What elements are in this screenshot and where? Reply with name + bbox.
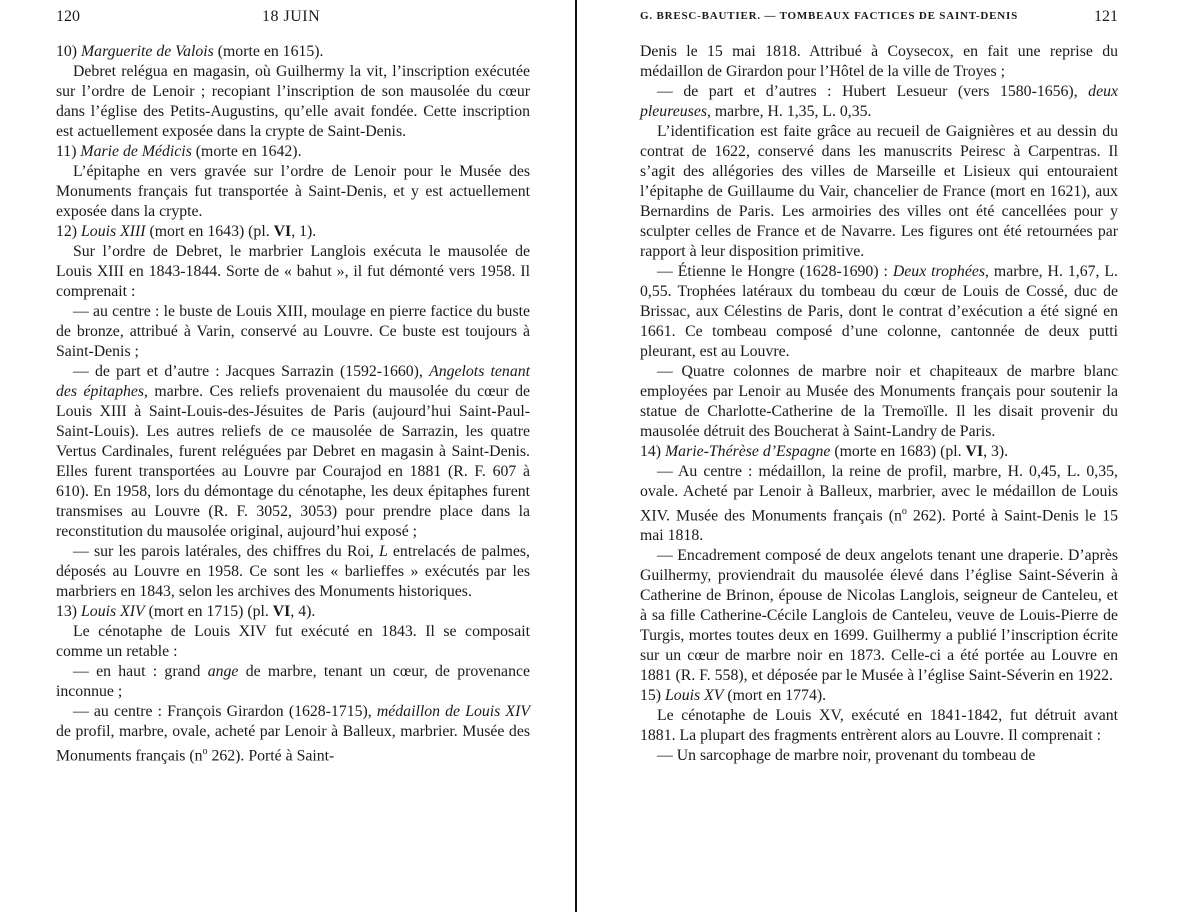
paragraph: Sur l’ordre de Debret, le marbrier Langlois exécuta le mausolée de Louis XIII en 1843-1844. Sorte de « bahut », il fut démonté vers 1958. Il comprenait : <box>56 243 530 300</box>
paragraph: — Au centre : médaillon, la reine de profil, marbre, H. 0,45, L. 0,35, ovale. Acheté par Lenoir à Balleux, marbrier, avec le médaillon de Louis XIV. Musée des Monuments français ($n^o$ 262). Porté à Saint-Denis le 15 mai 1818. <box>640 463 1118 545</box>
left-page-number: 120 <box>56 8 80 25</box>
right-page <box>583 0 1182 912</box>
paragraph: — sur les parois latérales, des chiffres du Roi, L entrelacés de palmes, déposés au Louvre en 1958. Ce sont les « barlieffes » exécutés par les marbriers en 1843, selon les archives des Monuments historiques. <box>56 543 531 600</box>
page-divider <box>575 0 577 912</box>
entry-heading: 13) Louis XIV (mort en 1715) (pl. VI, 4). <box>56 603 316 620</box>
paragraph: — au centre : le buste de Louis XIII, moulage en pierre factice du buste de bronze, attribué à Varin, conservé au Louvre. Ce buste est toujours à Saint-Denis ; <box>56 303 530 360</box>
paragraph: Denis le 15 mai 1818. Attribué à Coysecox, en fait une reprise du médaillon de Girardon pour l’Hôtel de la ville de Troyes ; <box>640 43 1118 80</box>
right-page-number: 121 <box>1094 8 1118 25</box>
paragraph: Le cénotaphe de Louis XIV fut exécuté en 1843. Il se composait comme un retable : <box>56 623 530 660</box>
right-page-body <box>640 42 1118 766</box>
paragraph: L’épitaphe en vers gravée sur l’ordre de Lenoir pour le Musée des Monuments français fut transportée à Saint-Denis, et y est actuellement exposée dans la crypte. <box>56 163 530 220</box>
right-running-head: G. BRESC-BAUTIER. — TOMBEAUX FACTICES DE SAINT-DENIS <box>640 10 1018 22</box>
paragraph: — en haut : grand ange de marbre, tenant un cœur, de provenance inconnue ; <box>56 663 530 700</box>
left-page <box>0 0 570 912</box>
paragraph: — de part et d’autres : Hubert Lesueur (vers 1580-1656), deux pleureuses, marbre, H. 1,35, L. 0,35. <box>640 83 1118 120</box>
entry-heading: 11) Marie de Médicis (morte en 1642). <box>56 143 302 160</box>
right-page-header <box>640 6 1118 30</box>
left-page-header <box>56 6 530 30</box>
entry-heading: 10) Marguerite de Valois (morte en 1615). <box>56 43 324 60</box>
paragraph: Debret relégua en magasin, où Guilhermy la vit, l’inscription exécutée sur l’ordre de Lenoir ; recopiant l’inscription de son mausolée du cœur dans l’église des Petits-Augustins, qu’elle avait fondée. Cette inscription est actuellement exposée dans la crypte de Saint-Denis. <box>56 63 530 140</box>
paragraph: Le cénotaphe de Louis XV, exécuté en 1841-1842, fut détruit avant 1881. La plupart des fragments entrèrent alors au Louvre. Il comprenait : <box>640 707 1118 745</box>
left-page-body <box>56 42 530 766</box>
paragraph: — Un sarcophage de marbre noir, provenant du tombeau de <box>657 747 1036 765</box>
paragraph: — Quatre colonnes de marbre noir et chapiteaux de marbre blanc employées par Lenoir au Musée des Monuments français pour soutenir la statue de Charlotte-Catherine de la Tremoïlle. Il les disait provenir du mausolée détruit des Boucherat à Saint-Landry de Paris. <box>640 363 1118 440</box>
entry-heading: 14) Marie-Thérèse d’Espagne (morte en 1683) (pl. VI, 3). <box>640 443 1009 460</box>
entry-heading: 15) Louis XV (mort en 1774). <box>640 687 827 705</box>
paragraph: — au centre : François Girardon (1628-1715), médaillon de Louis XIV de profil, marbre, ovale, acheté par Lenoir à Balleux, marbrier. Musée des Monuments français ($n^o$ 262). Porté à Saint- <box>56 703 530 765</box>
paragraph: — de part et d’autre : Jacques Sarrazin (1592-1660), Angelots tenant des épitaphes, marbre. Ces reliefs provenaient du mausolée du cœur de Louis XIII à Saint-Louis-des-Jésuites de Paris (aujourd’hui Saint-Paul-Saint-Louis). Les autres reliefs de ce mausolée de Sarrazin, les quatre Vertus Cardinales, furent reléguées par Debret en magasin à Saint-Denis. Elles furent transportées au Louvre par Courajod en 1881 (R. F. 607 à 610). En 1958, lors du démontage du cénotaphe, les deux épitaphes furent transmises au Louvre (R. F. 3052, 3053) pour prendre place dans la reconstitution du mausolée original, aujourd’hui exposé ; <box>56 363 531 540</box>
paragraph: L’identification est faite grâce au recueil de Gaignières et au dessin du contrat de 1622, conservé dans les manuscrits Peiresc à Carpentras. Il s’agit des allégories des villes de Marseille et Lisieux qui entouraient l’épitaphe de Guillaume du Vair, chancelier de France (mort en 1621), aux Bernardins de Paris. Les armoiries des villes ont été cancellées pour y sculpter celles de France et de Navarre. Les figures ont été retournées par rapport à leur disposition primitive. <box>640 123 1118 260</box>
left-running-head: 18 JUIN <box>262 8 321 25</box>
paragraph: — Encadrement composé de deux angelots tenant une draperie. D’après Guilhermy, proviendrait du mausolée élevé dans l’église Saint-Séverin à Catherine de Brinon, épouse de Nicolas Langlois, seigneur de Canteleu, et à sa fille Catherine-Cécile Langlois de Canteleu, veuve de Louis-Pierre de Turgis, mortes toutes deux en 1699. Guilhermy a publié l’inscription écrite sur un cœur de marbre noir en 1873. Celle-ci a été portée au Louvre en 1881 (R. F. 558), et déposée par le Musée à l’église Saint-Séverin en 1922. <box>640 547 1118 685</box>
paragraph: — Étienne le Hongre (1628-1690) : Deux trophées, marbre, H. 1,67, L. 0,55. Trophées latéraux du tombeau du cœur de Louis de Cossé, duc de Brissac, aux Célestins de Paris, dont le contrat d’exécution a été signé en 1661. Ce tombeau composé d’une colonne, cantonnée de deux putti pleurant, est au Louvre. <box>640 263 1118 360</box>
entry-heading: 12) Louis XIII (mort en 1643) (pl. VI, 1). <box>56 223 317 240</box>
